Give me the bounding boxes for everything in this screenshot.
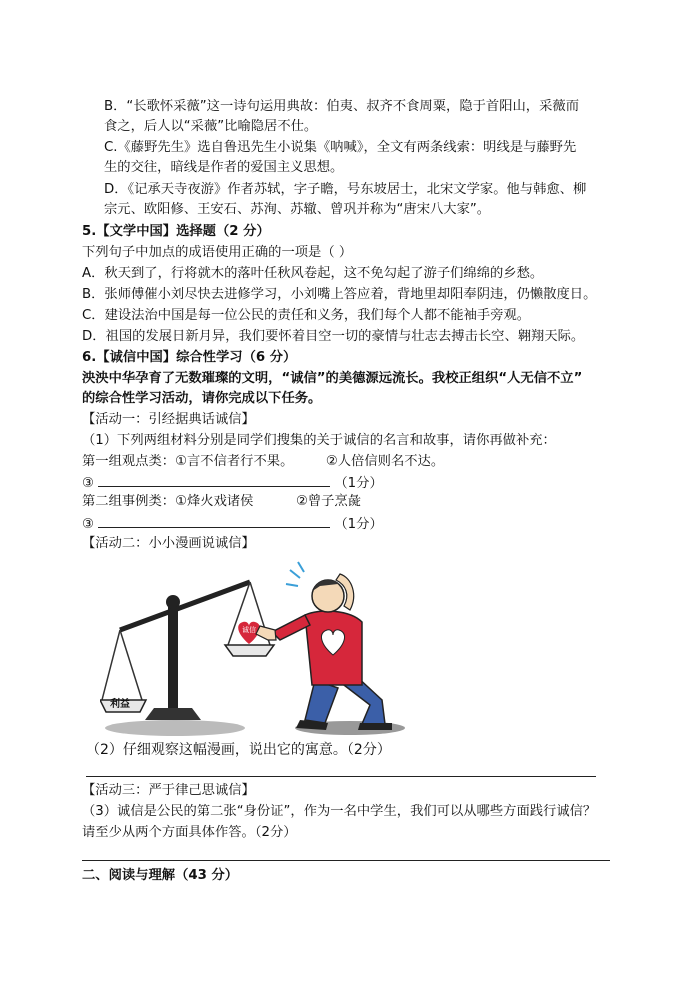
section2-title: 二、阅读与理解（43 分） (82, 868, 239, 883)
q4-option-c-line2: 生的交往，暗线是作者的爱国主义思想。 (104, 160, 344, 175)
activity1-question: （1）下列两组材料分别是同学们搜集的关于诚信的名言和故事，请你再做补充： (82, 433, 556, 448)
group2-blank-label: ③ (82, 517, 94, 532)
q5-stem: 下列句子中加点的成语使用正确的一项是（ ） (82, 245, 353, 260)
q6-title: 6.【诚信中国】综合性学习（6 分） (82, 350, 297, 365)
q4-option-c-line1: C.《藤野先生》选自鲁迅先生小说集《呐喊》，全文有两条线索：明线是与藤野先 (104, 140, 577, 155)
activity2-title: 【活动二：小小漫画说诚信】 (82, 536, 255, 551)
group2-answer-blank[interactable] (98, 513, 330, 528)
group1-blank-label: ③ (82, 476, 94, 491)
group1-blank-row (82, 472, 383, 493)
activity1-title: 【活动一：引经据典话诚信】 (82, 412, 255, 427)
group2-blank-row (82, 513, 383, 534)
man-figure (256, 562, 392, 730)
activity3-answer-line[interactable] (82, 860, 610, 861)
q4-option-b-line2: 食之，后人以“采薇”比喻隐居不仕。 (104, 119, 318, 134)
activity3-title: 【活动三：严于律己思诚信】 (82, 783, 255, 798)
scale-post (168, 602, 178, 720)
group1-answer-blank[interactable] (98, 472, 330, 487)
q4-option-b-line1: B．“长歌怀采薇”这一诗句运用典故：伯夷、叔齐不食周粟，隐于首阳山，采薇而 (104, 99, 579, 114)
activity3-question-line2: 请至少从两个方面具体作答。（2分） (82, 825, 297, 840)
scale-beam (120, 582, 250, 630)
group2-label: 第二组事例类：①烽火戏诸侯 (82, 494, 254, 509)
q4-option-d-line2: 宗元、欧阳修、王安石、苏洵、苏辙、曾巩并称为“唐宋八大家”。 (104, 202, 491, 217)
group2-item2: ②曾子烹彘 (295, 494, 362, 509)
q5-option-b: B．张师傅催小刘尽快去进修学习，小刘嘴上答应着，背地里却阳奉阴违，仍懒散度日。 (82, 287, 597, 302)
group1-score: （1分） (334, 476, 383, 491)
cartoon-illustration (100, 560, 420, 740)
scale-base (145, 708, 201, 720)
group1-item2: ②人倍信则名不达。 (325, 454, 445, 469)
q6-intro-line1: 泱泱中华孕育了无数璀璨的文明，“诚信”的美德源远流长。我校正组织“人无信不立” (82, 371, 583, 386)
right-pan-label: 诚信 (242, 626, 256, 634)
q5-option-d: D．祖国的发展日新月异，我们要怀着目空一切的豪情与壮志去搏击长空、翱翔天际。 (82, 329, 585, 344)
group2-row (82, 492, 361, 511)
activity2-question: （2）仔细观察这幅漫画，说出它的寓意。（2分） (86, 742, 391, 758)
group2-score: （1分） (334, 517, 383, 532)
q6-intro-line2: 的综合性学习活动，请你完成以下任务。 (82, 391, 322, 406)
right-pan (225, 645, 274, 656)
left-pan-label: 利益 (110, 699, 130, 710)
q5-title: 5.【文学中国】选择题（2 分） (82, 224, 270, 239)
group1-label: 第一组观点类：①言不信者行不果。 (82, 454, 294, 469)
q5-option-a: A．秋天到了，行将就木的落叶任秋风卷起，这不免勾起了游子们绵绵的乡愁。 (82, 266, 544, 281)
group1-row (82, 452, 444, 471)
activity3-question-line1: （3）诚信是公民的第二张“身份证”，作为一名中学生，我们可以从哪些方面践行诚信？ (82, 804, 597, 819)
scale-shadow (105, 720, 245, 736)
q5-option-c: C．建设法治中国是每一位公民的责任和义务，我们每个人都不能袖手旁观。 (82, 308, 531, 323)
activity2-answer-line[interactable] (86, 776, 596, 777)
q4-option-d-line1: D．《记承天寺夜游》作者苏轼，字子瞻，号东坡居士，北宋文学家。他与韩愈、柳 (104, 182, 587, 197)
